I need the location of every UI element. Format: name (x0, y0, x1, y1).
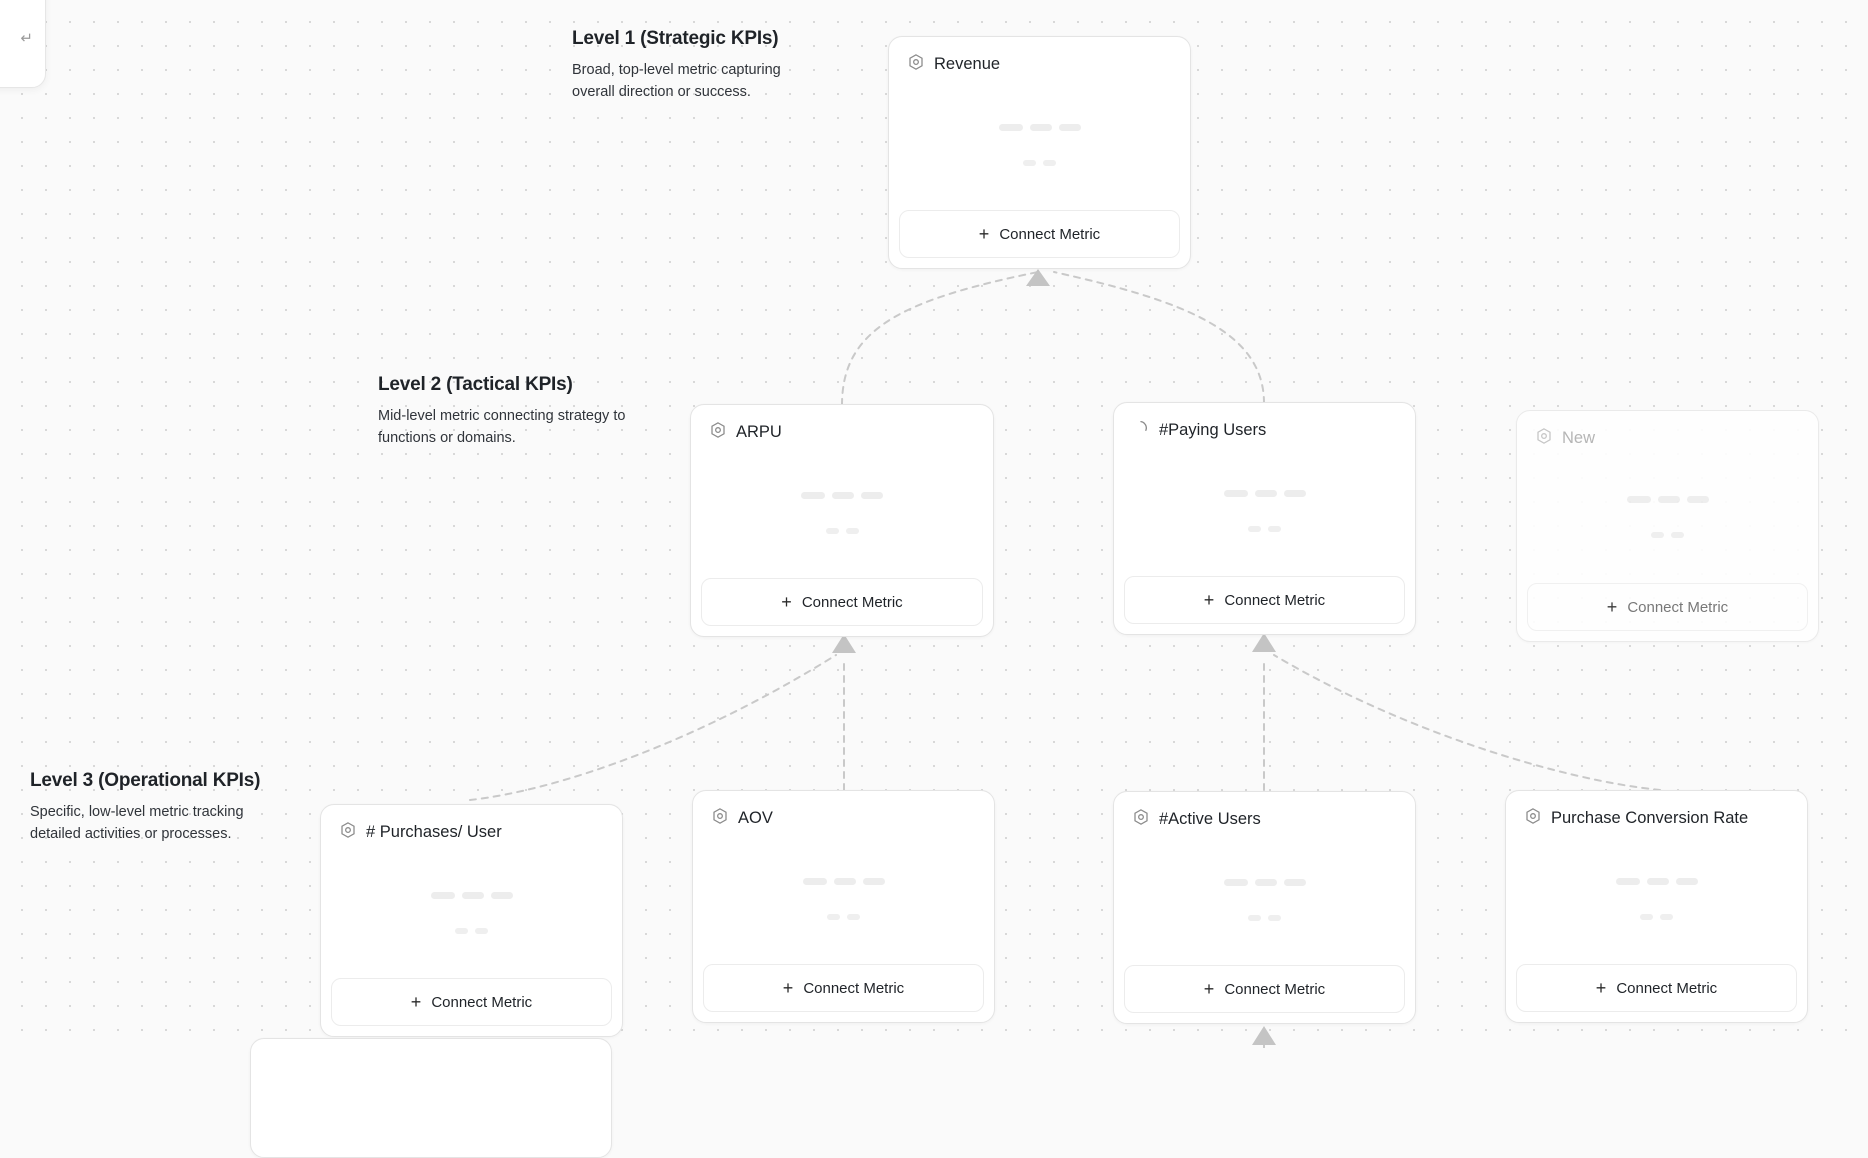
connect-metric-button[interactable] (1527, 583, 1808, 631)
skeleton-row-secondary (1506, 914, 1807, 920)
plus-icon: + (781, 593, 792, 611)
level-1-label (572, 28, 822, 104)
connect-metric-button[interactable] (1516, 964, 1797, 1012)
connect-metric-label: Connect Metric (431, 994, 532, 1011)
metric-card-body (1506, 830, 1807, 964)
skeleton-row-secondary (1114, 526, 1415, 532)
level-2-label (378, 374, 628, 450)
connect-metric-label: Connect Metric (802, 594, 903, 611)
connect-metric-label: Connect Metric (1627, 599, 1728, 616)
enter-arrow-icon: ↵ (20, 31, 33, 46)
metric-card-title: AOV (738, 809, 773, 828)
plus-icon: + (1204, 980, 1215, 998)
level-3-label (30, 770, 280, 846)
connect-metric-button[interactable] (703, 964, 984, 1012)
hexagon-target-icon (711, 807, 729, 830)
arrowhead-activeusers-child (1252, 1026, 1276, 1045)
skeleton-row-secondary (691, 528, 993, 534)
plus-icon: + (979, 225, 990, 243)
level-3-description: Specific, low-level metric tracking detailed activities or processes. (30, 802, 280, 846)
metric-card-title: ARPU (736, 423, 782, 442)
skeleton-row-primary (1114, 490, 1415, 497)
hexagon-target-icon (709, 421, 727, 444)
arrowhead-revenue (1026, 269, 1050, 286)
floating-corner-panel[interactable] (0, 0, 46, 88)
connect-metric-label: Connect Metric (1224, 981, 1325, 998)
metric-card-body (889, 76, 1190, 210)
edge-paying-users-revenue (1054, 272, 1264, 403)
metric-card-title: # Purchases/ User (366, 823, 502, 842)
metric-card-header (1517, 411, 1818, 450)
metric-card-body (693, 830, 994, 964)
plus-icon: + (783, 979, 794, 997)
metric-card-body (1517, 450, 1818, 583)
level-2-description: Mid-level metric connecting strategy to functions or domains. (378, 406, 628, 450)
metric-card-new[interactable] (1516, 410, 1819, 642)
skeleton-row-secondary (1517, 532, 1818, 538)
metric-card-title: #Active Users (1159, 810, 1261, 829)
skeleton-row-primary (1114, 879, 1415, 886)
metric-card-header (693, 791, 994, 830)
edge-arpu-revenue (842, 272, 1038, 405)
hexagon-target-icon (339, 821, 357, 844)
metric-card-body (1114, 831, 1415, 965)
skeleton-row-primary (1517, 496, 1818, 503)
connect-metric-label: Connect Metric (1616, 980, 1717, 997)
plus-icon: + (411, 993, 422, 1011)
level-2-title: Level 2 (Tactical KPIs) (378, 374, 628, 396)
hexagon-target-icon (1524, 807, 1542, 830)
connect-metric-label: Connect Metric (803, 980, 904, 997)
connect-metric-button[interactable] (1124, 965, 1405, 1013)
connect-metric-button[interactable] (899, 210, 1180, 258)
metric-card-offscreen-bottom[interactable] (250, 1038, 612, 1158)
level-1-title: Level 1 (Strategic KPIs) (572, 28, 822, 50)
level-1-description: Broad, top-level metric capturing overall direction or success. (572, 60, 822, 104)
metric-card-purchases-per-user[interactable] (320, 804, 623, 1037)
skeleton-row-primary (321, 892, 622, 899)
skeleton-row-primary (693, 878, 994, 885)
metric-card-header (1114, 403, 1415, 442)
skeleton-row-primary (1506, 878, 1807, 885)
metric-card-header (321, 805, 622, 844)
arrowhead-paying-1 (1252, 633, 1276, 652)
metric-card-header (889, 37, 1190, 76)
connect-metric-button[interactable] (701, 578, 983, 626)
edge-conversion-paying (1274, 655, 1660, 790)
metric-card-body (321, 844, 622, 978)
loading-spinner-icon (1132, 419, 1150, 442)
connect-metric-button[interactable] (331, 978, 612, 1026)
metric-card-body (1114, 442, 1415, 576)
plus-icon: + (1596, 979, 1607, 997)
edge-purchases-arpu (470, 655, 836, 800)
hexagon-target-icon (1535, 427, 1553, 450)
metric-card-title: Purchase Conversion Rate (1551, 809, 1748, 828)
metric-card-revenue[interactable] (888, 36, 1191, 269)
metric-card-active-users[interactable] (1113, 791, 1416, 1024)
metric-card-body (691, 444, 993, 578)
metric-card-header (691, 405, 993, 444)
skeleton-row-primary (691, 492, 993, 499)
metric-card-aov[interactable] (692, 790, 995, 1023)
metric-card-title: New (1562, 429, 1595, 448)
hexagon-target-icon (907, 53, 925, 76)
skeleton-row-secondary (1114, 915, 1415, 921)
skeleton-row-secondary (693, 914, 994, 920)
plus-icon: + (1204, 591, 1215, 609)
connect-metric-label: Connect Metric (1224, 592, 1325, 609)
hexagon-target-icon (1132, 808, 1150, 831)
metric-card-title: #Paying Users (1159, 421, 1266, 440)
connect-metric-label: Connect Metric (999, 226, 1100, 243)
skeleton-row-secondary (321, 928, 622, 934)
metric-card-title: Revenue (934, 55, 1000, 74)
metric-card-header (1506, 791, 1807, 830)
metric-card-arpu[interactable] (690, 404, 994, 637)
plus-icon: + (1607, 598, 1618, 616)
skeleton-row-secondary (889, 160, 1190, 166)
metric-card-purchase-conversion-rate[interactable] (1505, 790, 1808, 1023)
metric-card-header (1114, 792, 1415, 831)
level-3-title: Level 3 (Operational KPIs) (30, 770, 280, 792)
metric-card-paying-users[interactable] (1113, 402, 1416, 635)
connect-metric-button[interactable] (1124, 576, 1405, 624)
skeleton-row-primary (889, 124, 1190, 131)
